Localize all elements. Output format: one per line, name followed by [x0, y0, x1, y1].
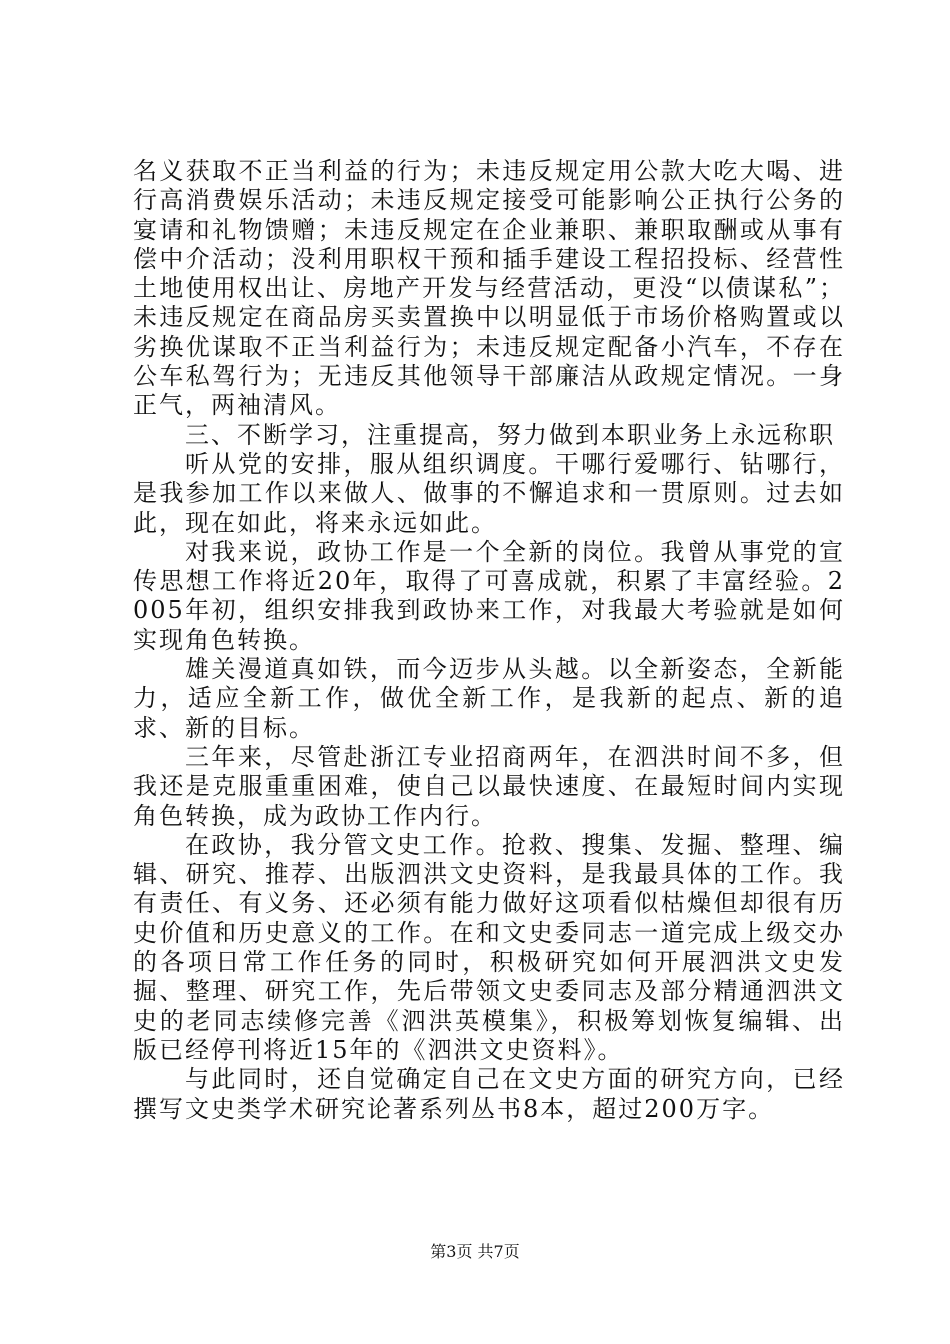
paragraph-new-position: 对我来说，政协工作是一个全新的岗位。我曾从事党的宣传思想工作将近20年，取得了可喜成就，积累了丰富经验。2005年初，组织安排我到政协来工作，对我最大考验就是如何实现角色转换。 — [133, 537, 845, 654]
paragraph-integrity-continued: 名义获取不正当利益的行为；未违反规定用公款大吃大喝、进行高消费娱乐活动；未违反规定接受可能影响公正执行公务的宴请和礼物馈赠；未违反规定在企业兼职、兼职取酬或从事有偿中介活动；没利用职权干预和插手建设工程招投标、经营性土地使用权出让、房地产开发与经营活动，更没“以债谋私”；未违反规定在商品房买卖置换中以明显低于市场价格购置或以劣换优谋取不正当利益行为；未违反规定配备小汽车，不存在公车私驾行为；无违反其他领导干部廉洁从政规定情况。一身正气，两袖清风。 — [133, 157, 845, 420]
section-heading-three: 三、不断学习，注重提高，努力做到本职业务上永远称职 — [185, 420, 835, 449]
page-number-footer: 第3页 共7页 — [430, 1242, 520, 1261]
paragraph-new-start: 雄关漫道真如铁，而今迈步从头越。以全新姿态，全新能力，适应全新工作，做优全新工作，是我新的起点、新的追求、新的目标。 — [133, 655, 845, 742]
paragraph-research-direction: 与此同时，还自觉确定自己在文史方面的研究方向，已经撰写文史类学术研究论著系列丛书8本，超过200万字。 — [133, 1065, 845, 1123]
paragraph-literature-history-work: 在政协，我分管文史工作。抢救、搜集、发掘、整理、编辑、研究、推荐、出版泗洪文史资料，是我最具体的工作。我有责任、有义务、还必须有能力做好这项看似枯燥但却很有历史价值和历史意义的工作。在和文史委同志一道完成上级交办的各项日常工作任务的同时，积极研究如何开展泗洪文史发掘、整理、研究工作，先后带领文史委同志及部分精通泗洪文史的老同志续修完善《泗洪英模集》，积极筹划恢复编辑、出版已经停刊将近15年的《泗洪文史资料》。 — [133, 830, 845, 1064]
paragraph-three-years: 三年来，尽管赴浙江专业招商两年，在泗洪时间不多，但我还是克服重重困难，使自己以最快速度、在最短时间内实现角色转换，成为政协工作内行。 — [133, 742, 845, 830]
paragraph-obey-party: 听从党的安排，服从组织调度。干哪行爱哪行、钻哪行，是我参加工作以来做人、做事的不懈追求和一贯原则。过去如此，现在如此，将来永远如此。 — [133, 449, 845, 537]
body-text — [133, 157, 845, 1124]
